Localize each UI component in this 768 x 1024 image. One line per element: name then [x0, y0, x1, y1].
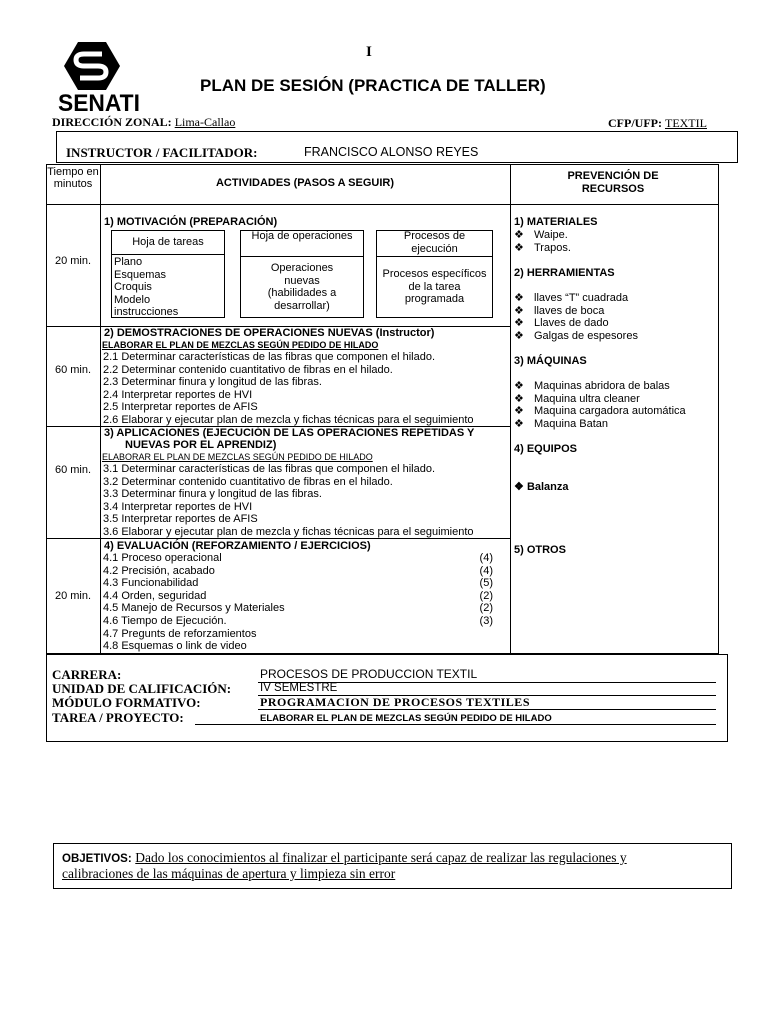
diamond-bullet-icon: ❖	[514, 405, 524, 418]
list-item: 2.1 Determinar características de las fibras que componen el hilado.	[103, 351, 436, 363]
materiales-title: 1) MATERIALES	[514, 216, 598, 228]
list-item: 4.7 Pregunts de reforzamientos	[103, 627, 257, 640]
list-item: ❖ Maquinas abridora de balas	[514, 380, 670, 392]
diamond-bullet-icon: ❖	[514, 229, 524, 241]
col-activities-header: ACTIVIDADES (PASOS A SEGUIR)	[215, 177, 395, 189]
aplicaciones-title-cont: NUEVAS POR EL APRENDIZ)	[125, 439, 277, 451]
tarea-value: ELABORAR EL PLAN DE MEZCLAS SEGÚN PEDIDO DE HILADO	[260, 713, 552, 724]
cfp-row	[608, 116, 707, 131]
aplicaciones-list	[103, 463, 474, 539]
maquinas-title: 3) MÁQUINAS	[514, 355, 587, 367]
col-prevention-header: PREVENCIÓN DE RECURSOS	[567, 170, 659, 195]
col-time-header: Tiempo en minutos	[47, 166, 99, 190]
list-item: 4.6 Tiempo de Ejecución. (3)	[103, 614, 493, 627]
modulo-label: MÓDULO FORMATIVO:	[52, 695, 201, 710]
direccion-value: Lima-Callao	[174, 115, 236, 129]
list-item: ❖ Llaves de dado	[514, 317, 609, 330]
unidad-label: UNIDAD DE CALIFICACIÓN:	[52, 681, 232, 696]
list-item: 4.3 Funcionabilidad (5)	[103, 577, 493, 590]
instructor-label: INSTRUCTOR / FACILITADOR:	[66, 145, 258, 160]
list-item: 3.2 Determinar contenido cuantitativo de fibras en el hilado.	[103, 475, 393, 488]
diamond-bullet-icon: ❖	[514, 417, 524, 430]
diamond-bullet-icon: ❖	[514, 304, 524, 317]
list-item: 4.2 Precisión, acabado (4)	[103, 564, 493, 577]
list-item: 3.3 Determinar finura y longitud de las fibras.	[103, 488, 322, 501]
instructor-value: FRANCISCO ALONSO REYES	[304, 145, 479, 159]
evaluacion-list	[103, 552, 493, 653]
row-time: 60 min.	[54, 464, 92, 476]
equipos-item: ❖ Balanza	[514, 481, 569, 493]
logo-text: SENATI	[58, 90, 140, 117]
list-item: Plano	[114, 256, 143, 268]
list-item: Esquemas	[114, 268, 166, 281]
cfp-value: TEXTIL	[664, 116, 707, 130]
unidad-value: IV SEMESTRE	[260, 682, 338, 694]
otros-title: 5) OTROS	[514, 544, 566, 556]
motivacion-title: 1) MOTIVACIÓN (PREPARACIÓN)	[104, 216, 278, 228]
list-item: ❖ Galgas de espesores	[514, 329, 638, 342]
carrera-value: PROCESOS DE PRODUCCION TEXTIL	[260, 667, 478, 681]
herramientas-list	[514, 292, 638, 342]
tarea-label: TAREA / PROYECTO:	[52, 710, 184, 725]
list-item: ❖ Waipe.	[514, 229, 568, 241]
direccion-row	[52, 116, 235, 129]
senati-logo	[58, 40, 146, 118]
list-item: Modelo	[114, 293, 151, 306]
herramientas-title: 2) HERRAMIENTAS	[514, 267, 615, 279]
list-item: 4.8 Esquemas o link de video	[103, 640, 247, 653]
list-item: 2.5 Interpretar reportes de AFIS	[103, 401, 258, 414]
list-item: instrucciones	[114, 306, 179, 319]
diamond-bullet-icon: ❖	[514, 329, 524, 342]
row-time: 60 min.	[54, 364, 92, 376]
list-item: ❖ Maquina ultra cleaner	[514, 392, 640, 405]
diamond-bullet-icon: ❖	[514, 241, 524, 254]
list-item: 3.5 Interpretar reportes de AFIS	[103, 513, 258, 526]
list-item: 3.1 Determinar características de las fibras que componen el hilado.	[103, 463, 436, 475]
hoja-operaciones-body: Operaciones nuevas (habilidades a desarrollar)	[267, 262, 337, 312]
page-marker: I	[366, 44, 372, 60]
maquinas-list	[514, 380, 686, 430]
objetivos-line1	[62, 850, 627, 866]
list-item: 4.1 Proceso operacional (4)	[103, 552, 493, 564]
diamond-bullet-icon: ❖	[514, 380, 524, 392]
objetivos-label: OBJETIVOS:	[62, 853, 132, 865]
evaluacion-title: 4) EVALUACIÓN (REFORZAMIENTO / EJERCICIOS)	[104, 540, 371, 552]
list-item: 2.3 Determinar finura y longitud de las fibras.	[103, 376, 322, 389]
hoja-operaciones-head: Hoja de operaciones	[251, 230, 353, 242]
list-item: 4.5 Manejo de Recursos y Materiales (2)	[103, 602, 493, 615]
diamond-bullet-icon: ❖	[514, 317, 524, 330]
aplicaciones-subtitle: ELABORAR EL PLAN DE MEZCLAS SEGÚN PEDIDO DE HILADO	[102, 452, 373, 462]
equipos-title: 4) EQUIPOS	[514, 443, 577, 455]
procesos-ejecucion-head: Procesos de ejecución	[403, 230, 466, 255]
diamond-bullet-icon: ❖	[514, 392, 524, 405]
materiales-list	[514, 229, 571, 254]
list-item: 4.4 Orden, seguridad (2)	[103, 589, 493, 602]
list-item: 2.2 Determinar contenido cuantitativo de fibras en el hilado.	[103, 363, 393, 376]
modulo-value: PROGRAMACION DE PROCESOS TEXTILES	[260, 695, 530, 709]
direccion-label: DIRECCIÓN ZONAL:	[52, 115, 172, 129]
carrera-label: CARRERA:	[52, 667, 122, 682]
list-item: 3.6 Elaborar y ejecutar plan de mezcla y fichas técnicas para el seguimiento	[103, 525, 474, 538]
aplicaciones-title: 3) APLICACIONES (EJECUCIÓN DE LAS OPERACIONES REPETIDAS Y	[104, 427, 475, 439]
demostraciones-list	[103, 351, 474, 427]
diamond-bullet-icon: ❖	[514, 481, 524, 493]
diamond-bullet-icon: ❖	[514, 292, 524, 304]
demostraciones-title: 2) DEMOSTRACIONES DE OPERACIONES NUEVAS (Instructor)	[104, 327, 435, 339]
procesos-ejecucion-body: Procesos específicos de la tarea programada	[382, 268, 487, 306]
demostraciones-subtitle: ELABORAR EL PLAN DE MEZCLAS SEGÚN PEDIDO DE HILADO	[102, 340, 379, 350]
list-item: ❖ llaves de boca	[514, 304, 605, 317]
objetivos-text: Dado los conocimientos al finalizar el participante será capaz de realizar las regulaciones y	[135, 850, 627, 865]
list-item: 2.4 Interpretar reportes de HVI	[103, 388, 253, 401]
list-item: ❖ llaves “T” cuadrada	[514, 292, 629, 304]
objetivos-line2: calibraciones de las máquinas de apertura y limpieza sin error	[62, 866, 396, 881]
list-item: 3.4 Interpretar reportes de HVI	[103, 500, 253, 513]
row-time: 20 min.	[54, 590, 92, 602]
list-item: Croquis	[114, 281, 152, 294]
row-time: 20 min.	[54, 255, 92, 267]
page-title: PLAN DE SESIÓN (PRACTICA DE TALLER)	[200, 76, 546, 95]
hoja-tareas-head: Hoja de tareas	[132, 236, 204, 248]
list-item: ❖ Trapos.	[514, 241, 571, 254]
list-item: ❖ Maquina Batan	[514, 417, 608, 430]
cfp-label: CFP/UFP:	[608, 116, 662, 130]
hoja-tareas-items	[114, 256, 178, 319]
list-item: 2.6 Elaborar y ejecutar plan de mezcla y fichas técnicas para el seguimiento	[103, 413, 474, 426]
list-item: ❖ Maquina cargadora automática	[514, 405, 686, 418]
